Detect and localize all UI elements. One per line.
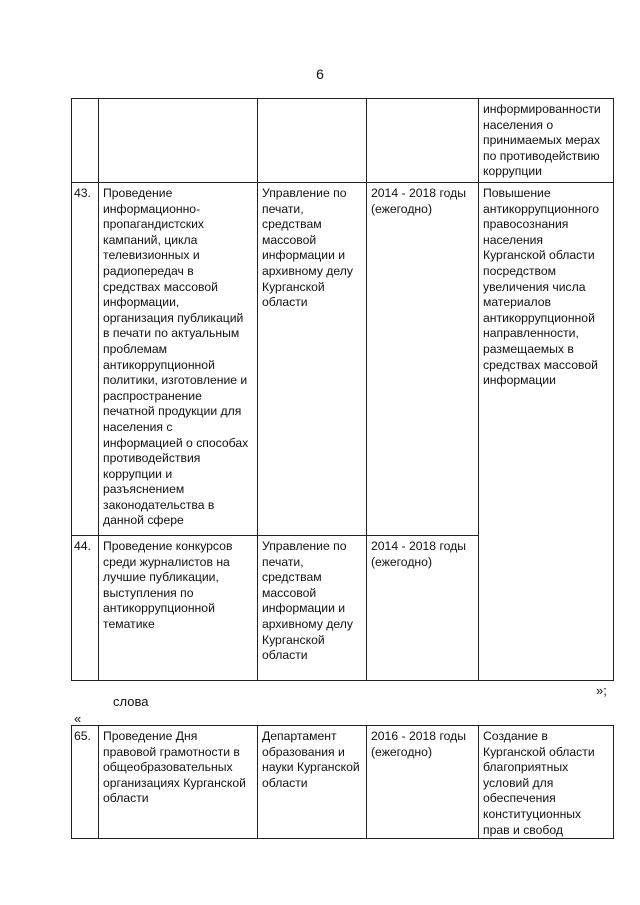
result-cell: информированности населения о принимаемых мерах по противодействию коррупции xyxy=(479,99,614,183)
table-row xyxy=(72,99,614,183)
result-cell xyxy=(479,536,614,681)
executor-cell: Управление по печати, средствам массовой информации и архивному делу Курганской области xyxy=(258,183,367,536)
period-cell xyxy=(367,99,479,183)
result-cell: Создание в Курганской области благоприятных условий для обеспечения конституционных прав и свобод xyxy=(479,726,614,839)
page-number: 6 xyxy=(316,66,324,82)
table-row xyxy=(72,183,614,536)
inserted-word: слова xyxy=(113,694,149,709)
period-cell: 2016 - 2018 годы (ежегодно) xyxy=(367,726,479,839)
event-cell xyxy=(99,99,258,183)
executor-cell xyxy=(258,99,367,183)
measures-table xyxy=(71,98,614,681)
row-number: 44. xyxy=(72,536,99,681)
amendment-table xyxy=(71,725,614,839)
row-number: 65. xyxy=(72,726,99,839)
closing-quote: »; xyxy=(596,683,607,698)
table-row xyxy=(72,726,614,839)
event-cell: Проведение конкурсов среди журналистов на лучшие публикации, выступления по антикоррупционной тематике xyxy=(99,536,258,681)
executor-cell: Департамент образования и науки Курганской области xyxy=(258,726,367,839)
opening-quote: « xyxy=(74,711,82,726)
period-cell: 2014 - 2018 годы (ежегодно) xyxy=(367,183,479,536)
result-cell: Повышение антикоррупционного правосознания населения Курганской области посредством увеличения числа материалов антикоррупционной направленности, размещаемых в средствах массовой информации xyxy=(479,183,614,536)
row-number xyxy=(72,99,99,183)
event-cell: Проведение информационно-пропагандистских кампаний, цикла телевизионных и радиопередач в средствах массовой информации, организация публикаций в печати по актуальным проблемам антикоррупционной политики, изготовление и распространение печатной продукции для населения с информацией о способах противодействия коррупции и разъяснением законодательства в данной сфере xyxy=(99,183,258,536)
executor-cell: Управление по печати, средствам массовой информации и архивному делу Курганской области xyxy=(258,536,367,681)
row-number: 43. xyxy=(72,183,99,536)
period-cell: 2014 - 2018 годы (ежегодно) xyxy=(367,536,479,681)
table-row xyxy=(72,536,614,681)
event-cell: Проведение Дня правовой грамотности в общеобразовательных организациях Курганской области xyxy=(99,726,258,839)
